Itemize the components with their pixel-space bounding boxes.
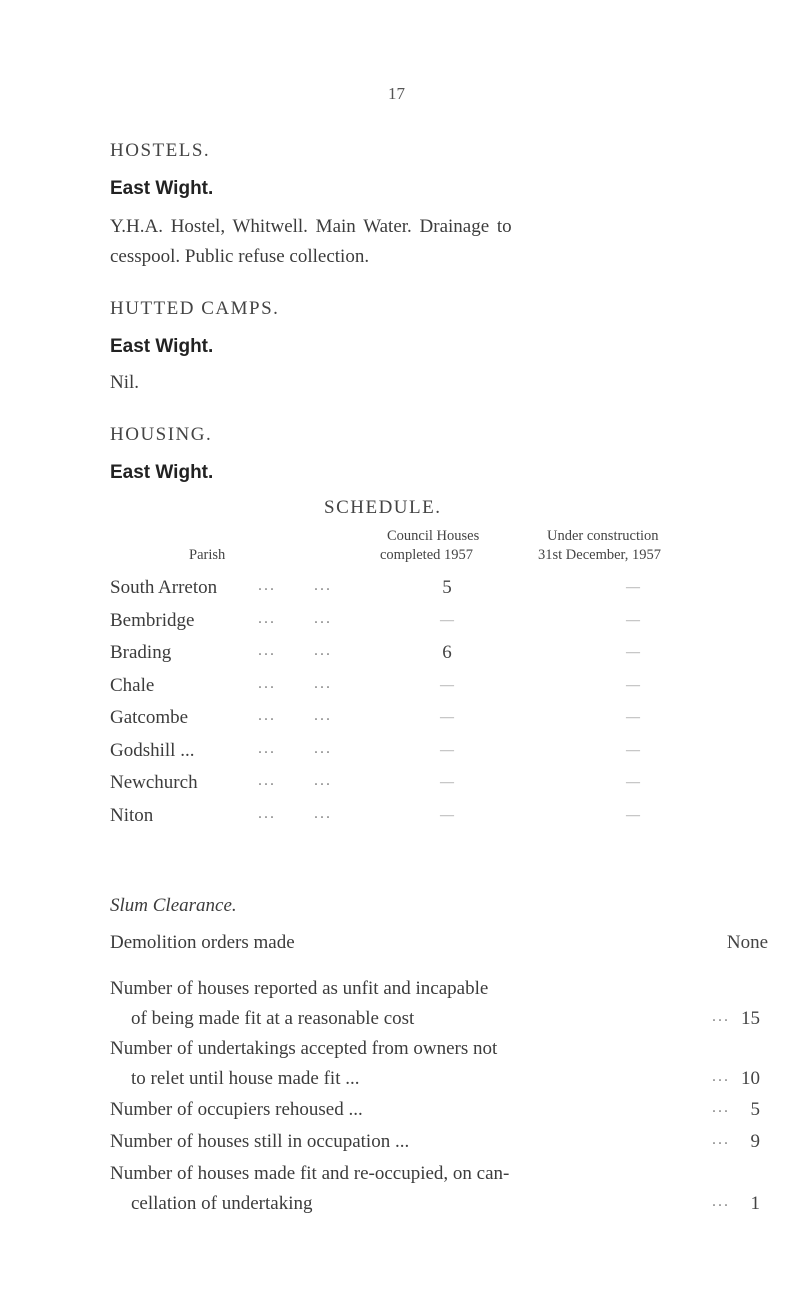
table-row-completed: — <box>440 743 454 758</box>
schedule-title: SCHEDULE. <box>324 497 442 518</box>
slum-item-value: 9 <box>750 1131 760 1152</box>
table-row-completed: — <box>440 613 454 628</box>
slum-item-text: Number of undertakings accepted from owners not <box>110 1038 498 1059</box>
col-header-construction-2: 31st December, 1957 <box>538 547 662 563</box>
leader-dots: ... <box>314 740 332 757</box>
slum-item-value: 1 <box>750 1193 760 1214</box>
slum-item-value: 10 <box>741 1068 760 1089</box>
leader-dots: ... <box>258 805 276 822</box>
housing-heading: HOUSING. <box>110 424 213 445</box>
slum-item-text: Demolition orders made <box>110 932 295 953</box>
slum-item-value: 15 <box>741 1008 760 1029</box>
slum-item-text-continued: to relet until house made fit ... <box>131 1068 360 1089</box>
leader-dots: ... <box>712 1193 730 1210</box>
leader-dots: ... <box>258 707 276 724</box>
table-row-construction: — <box>626 775 640 790</box>
table-row-parish: South Arreton <box>110 577 218 598</box>
hutted-camps-text: Nil. <box>110 372 140 393</box>
leader-dots: ... <box>314 610 332 627</box>
table-row-parish: Godshill ... <box>110 740 195 761</box>
table-row-completed: 6 <box>442 642 452 663</box>
leader-dots: ... <box>314 675 332 692</box>
hostels-heading: HOSTELS. <box>110 140 211 161</box>
leader-dots: ... <box>314 805 332 822</box>
table-row-construction: — <box>626 678 640 693</box>
page-number: 17 <box>388 84 405 103</box>
slum-item-text: Number of occupiers rehoused ... <box>110 1099 363 1120</box>
slum-item-text: Number of houses still in occupation ... <box>110 1131 410 1152</box>
col-header-completed-2: completed 1957 <box>380 547 474 563</box>
table-row-completed: — <box>440 775 454 790</box>
leader-dots: ... <box>314 642 332 659</box>
table-row-parish: Bembridge <box>110 610 195 631</box>
leader-dots: ... <box>314 577 332 594</box>
slum-item-value: 5 <box>750 1099 760 1120</box>
table-row-parish: Newchurch <box>110 772 198 793</box>
col-header-construction-1: Under construction <box>547 528 659 544</box>
slum-item-value: None <box>726 932 768 953</box>
hutted-camps-heading: HUTTED CAMPS. <box>110 298 280 319</box>
leader-dots: ... <box>314 772 332 789</box>
leader-dots: ... <box>712 1068 730 1085</box>
leader-dots: ... <box>258 610 276 627</box>
slum-clearance-heading: Slum Clearance. <box>110 895 237 916</box>
table-row-completed: — <box>440 678 454 693</box>
leader-dots: ... <box>258 642 276 659</box>
slum-item-text: Number of houses made fit and re-occupied, on can- <box>110 1163 510 1184</box>
table-row-construction: — <box>626 710 640 725</box>
table-row-parish: Brading <box>110 642 172 663</box>
leader-dots: ... <box>712 1131 730 1148</box>
hostels-area: East Wight. <box>110 178 214 199</box>
table-row-completed: 5 <box>442 577 452 598</box>
table-row-construction: — <box>626 743 640 758</box>
table-row-parish: Gatcombe <box>110 707 189 728</box>
leader-dots: ... <box>314 707 332 724</box>
hutted-camps-area: East Wight. <box>110 336 214 357</box>
leader-dots: ... <box>712 1099 730 1116</box>
table-row-completed: — <box>440 808 454 823</box>
table-row-construction: — <box>626 808 640 823</box>
table-row-construction: — <box>626 580 640 595</box>
hostels-line-1: Y.H.A. Hostel, Whitwell. Main Water. Drainage to <box>110 216 512 237</box>
housing-area: East Wight. <box>110 462 214 483</box>
col-header-completed-1: Council Houses <box>387 528 480 544</box>
table-row-construction: — <box>626 613 640 628</box>
table-row-parish: Chale <box>110 675 155 696</box>
slum-item-text-continued: cellation of undertaking <box>131 1193 313 1214</box>
leader-dots: ... <box>258 740 276 757</box>
table-row-parish: Niton <box>110 805 154 826</box>
slum-item-text: Number of houses reported as unfit and incapable <box>110 978 489 999</box>
leader-dots: ... <box>258 577 276 594</box>
leader-dots: ... <box>258 772 276 789</box>
table-row-construction: — <box>626 645 640 660</box>
hostels-line-2: cesspool. Public refuse collection. <box>110 246 370 267</box>
leader-dots: ... <box>712 1008 730 1025</box>
table-row-completed: — <box>440 710 454 725</box>
col-header-parish: Parish <box>189 547 226 563</box>
leader-dots: ... <box>258 675 276 692</box>
slum-item-text-continued: of being made fit at a reasonable cost <box>131 1008 415 1029</box>
